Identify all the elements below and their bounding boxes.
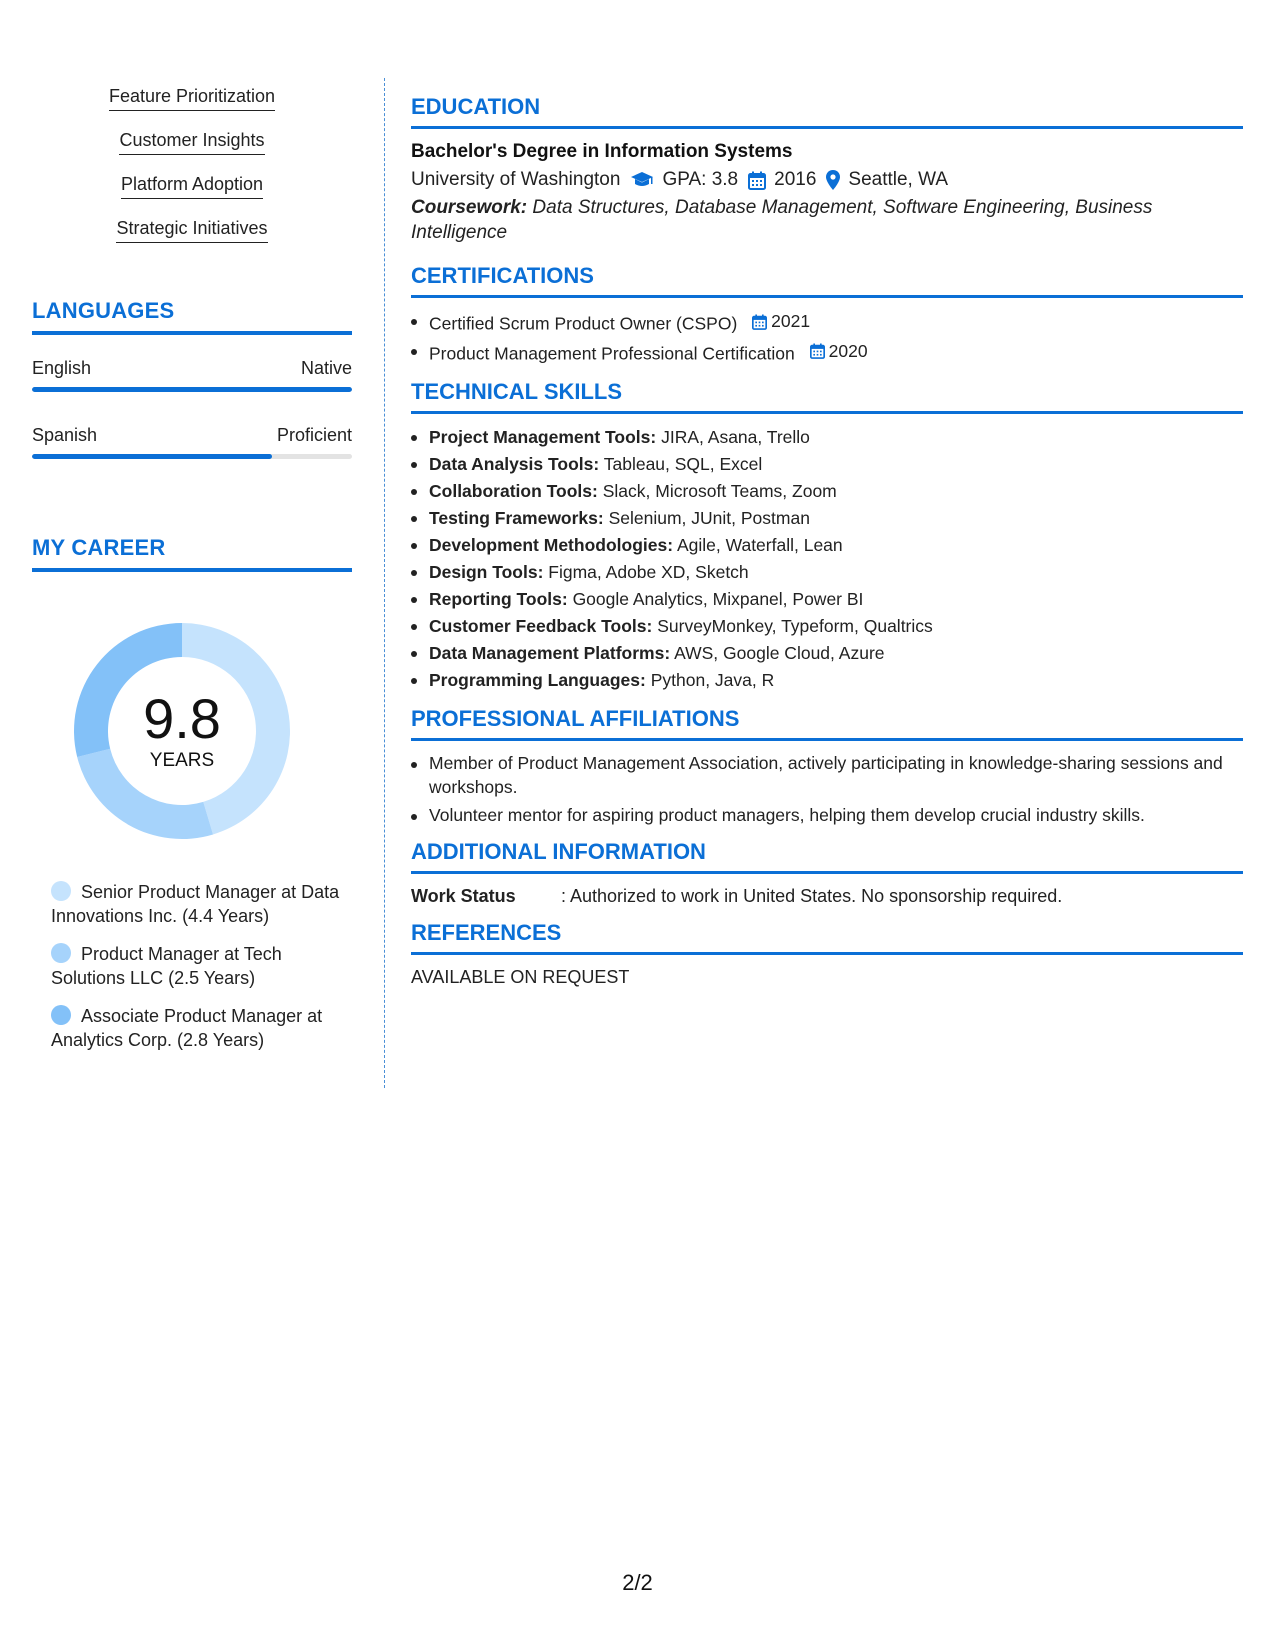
- career-donut-chart: [67, 616, 297, 846]
- languages-section: [32, 298, 352, 459]
- skill-item: [411, 613, 1243, 640]
- certification-year: 2020: [828, 340, 868, 361]
- strength-tag: Feature Prioritization: [109, 82, 275, 111]
- references-title: REFERENCES: [411, 920, 1243, 955]
- donut-center: [67, 616, 297, 846]
- references-section: [411, 920, 1243, 989]
- career-section: [32, 535, 352, 1052]
- legend-label: Associate Product Manager at Analytics Corp. (2.8 Years): [51, 1006, 323, 1050]
- skill-value: Agile, Waterfall, Lean: [676, 535, 843, 555]
- school-location: Seattle, WA: [848, 169, 949, 190]
- strength-tags: [32, 82, 352, 258]
- legend-label: Senior Product Manager at Data Innovations Inc. (4.4 Years): [51, 882, 340, 926]
- affiliations-title: PROFESSIONAL AFFILIATIONS: [411, 706, 1243, 741]
- skill-item: [411, 559, 1243, 586]
- affiliation-item: Member of Product Management Association, actively participating in knowledge-sharing sessions and workshops.: [411, 751, 1243, 799]
- skill-item: [411, 640, 1243, 667]
- page-number: 2/2: [622, 1570, 653, 1595]
- certification-item: [411, 308, 1243, 338]
- affiliations-list: [411, 751, 1243, 827]
- certification-year: 2021: [771, 311, 811, 331]
- certification-item: [411, 338, 1243, 368]
- work-status-value: : Authorized to work in United States. No sponsorship required.: [561, 886, 1063, 906]
- career-legend: [51, 880, 341, 1052]
- education-details: [411, 165, 1243, 195]
- career-total-unit: YEARS: [149, 750, 215, 771]
- certification-name: Certified Scrum Product Owner (CSPO): [429, 313, 738, 334]
- school-name: University of Washington: [411, 169, 621, 190]
- skill-label: Customer Feedback Tools:: [429, 616, 653, 636]
- skill-label: Development Methodologies:: [429, 535, 674, 555]
- language-name: English: [32, 358, 92, 378]
- skill-value: Google Analytics, Mixpanel, Power BI: [572, 589, 864, 609]
- skill-value: JIRA, Asana, Trello: [661, 427, 810, 447]
- languages-title: LANGUAGES: [32, 298, 352, 335]
- affiliations-section: [411, 706, 1243, 827]
- certifications-section: [411, 263, 1243, 367]
- skill-label: Design Tools:: [429, 562, 544, 582]
- skill-item: [411, 451, 1243, 478]
- references-text: AVAILABLE ON REQUEST: [411, 967, 630, 987]
- gpa: GPA: 3.8: [662, 169, 739, 190]
- coursework-label: Coursework:: [411, 197, 528, 218]
- skill-value: AWS, Google Cloud, Azure: [674, 643, 885, 663]
- location-pin-icon: [826, 170, 840, 190]
- right-column: [411, 94, 1243, 1001]
- language-row: [32, 357, 352, 392]
- calendar-icon: [748, 171, 766, 190]
- skill-label: Reporting Tools:: [429, 589, 568, 609]
- technical-skills-section: [411, 379, 1243, 694]
- skill-item: [411, 505, 1243, 532]
- calendar-icon: [752, 314, 767, 330]
- graduation-cap-icon: [630, 171, 654, 189]
- legend-item: [51, 880, 341, 928]
- technical-skills-list: [411, 424, 1243, 694]
- additional-info-title: ADDITIONAL INFORMATION: [411, 839, 1243, 874]
- left-column: [32, 82, 352, 1066]
- graduation-year: 2016: [774, 169, 817, 190]
- legend-dot: [51, 943, 71, 963]
- technical-skills-title: TECHNICAL SKILLS: [411, 379, 1243, 414]
- coursework: [411, 195, 1243, 245]
- skill-item: [411, 532, 1243, 559]
- strength-tag: Customer Insights: [119, 126, 264, 155]
- skill-item: [411, 424, 1243, 451]
- skill-label: Testing Frameworks:: [429, 508, 604, 528]
- skill-item: [411, 478, 1243, 505]
- calendar-icon: [810, 343, 825, 359]
- skill-item: [411, 586, 1243, 613]
- education-title: EDUCATION: [411, 94, 1243, 129]
- language-level-bar: [32, 387, 352, 392]
- skill-item: [411, 667, 1243, 694]
- skill-label: Data Analysis Tools:: [429, 454, 600, 474]
- certification-name: Product Management Professional Certification: [429, 343, 795, 363]
- language-name: Spanish: [32, 425, 98, 445]
- coursework-list: Data Structures, Database Management, Software Engineering, Business Intelligence: [411, 197, 1153, 243]
- education-section: [411, 94, 1243, 245]
- strength-tag: Strategic Initiatives: [116, 214, 267, 243]
- skill-label: Data Management Platforms:: [429, 643, 671, 663]
- additional-info-section: [411, 839, 1243, 908]
- career-title: MY CAREER: [32, 535, 352, 572]
- language-row: [32, 424, 352, 459]
- degree-title: Bachelor's Degree in Information Systems: [411, 141, 793, 162]
- legend-item: [51, 1004, 341, 1052]
- skill-value: Slack, Microsoft Teams, Zoom: [602, 481, 837, 501]
- career-total-value: 9.8: [143, 687, 221, 750]
- work-status-row: [411, 884, 1243, 908]
- legend-label: Product Manager at Tech Solutions LLC (2.5 Years): [51, 944, 282, 988]
- affiliation-item: Volunteer mentor for aspiring product managers, helping them develop crucial industry skills.: [411, 803, 1243, 827]
- skill-value: Selenium, JUnit, Postman: [608, 508, 810, 528]
- legend-dot: [51, 1005, 71, 1025]
- column-divider: [384, 78, 385, 1088]
- skill-label: Programming Languages:: [429, 670, 646, 690]
- skill-value: Figma, Adobe XD, Sketch: [548, 562, 749, 582]
- language-level: Native: [300, 358, 352, 378]
- legend-dot: [51, 881, 71, 901]
- work-status-label: Work Status: [411, 886, 516, 906]
- language-level: Proficient: [276, 425, 352, 445]
- skill-value: SurveyMonkey, Typeform, Qualtrics: [657, 616, 933, 636]
- skill-label: Project Management Tools:: [429, 427, 657, 447]
- skill-label: Collaboration Tools:: [429, 481, 598, 501]
- legend-item: [51, 942, 341, 990]
- certifications-list: [411, 308, 1243, 367]
- language-level-bar: [32, 454, 352, 459]
- certifications-title: CERTIFICATIONS: [411, 263, 1243, 298]
- skill-value: Python, Java, R: [650, 670, 775, 690]
- strength-tag: Platform Adoption: [121, 170, 263, 199]
- skill-value: Tableau, SQL, Excel: [603, 454, 763, 474]
- language-level-fill: [32, 387, 352, 392]
- language-level-fill: [32, 454, 272, 459]
